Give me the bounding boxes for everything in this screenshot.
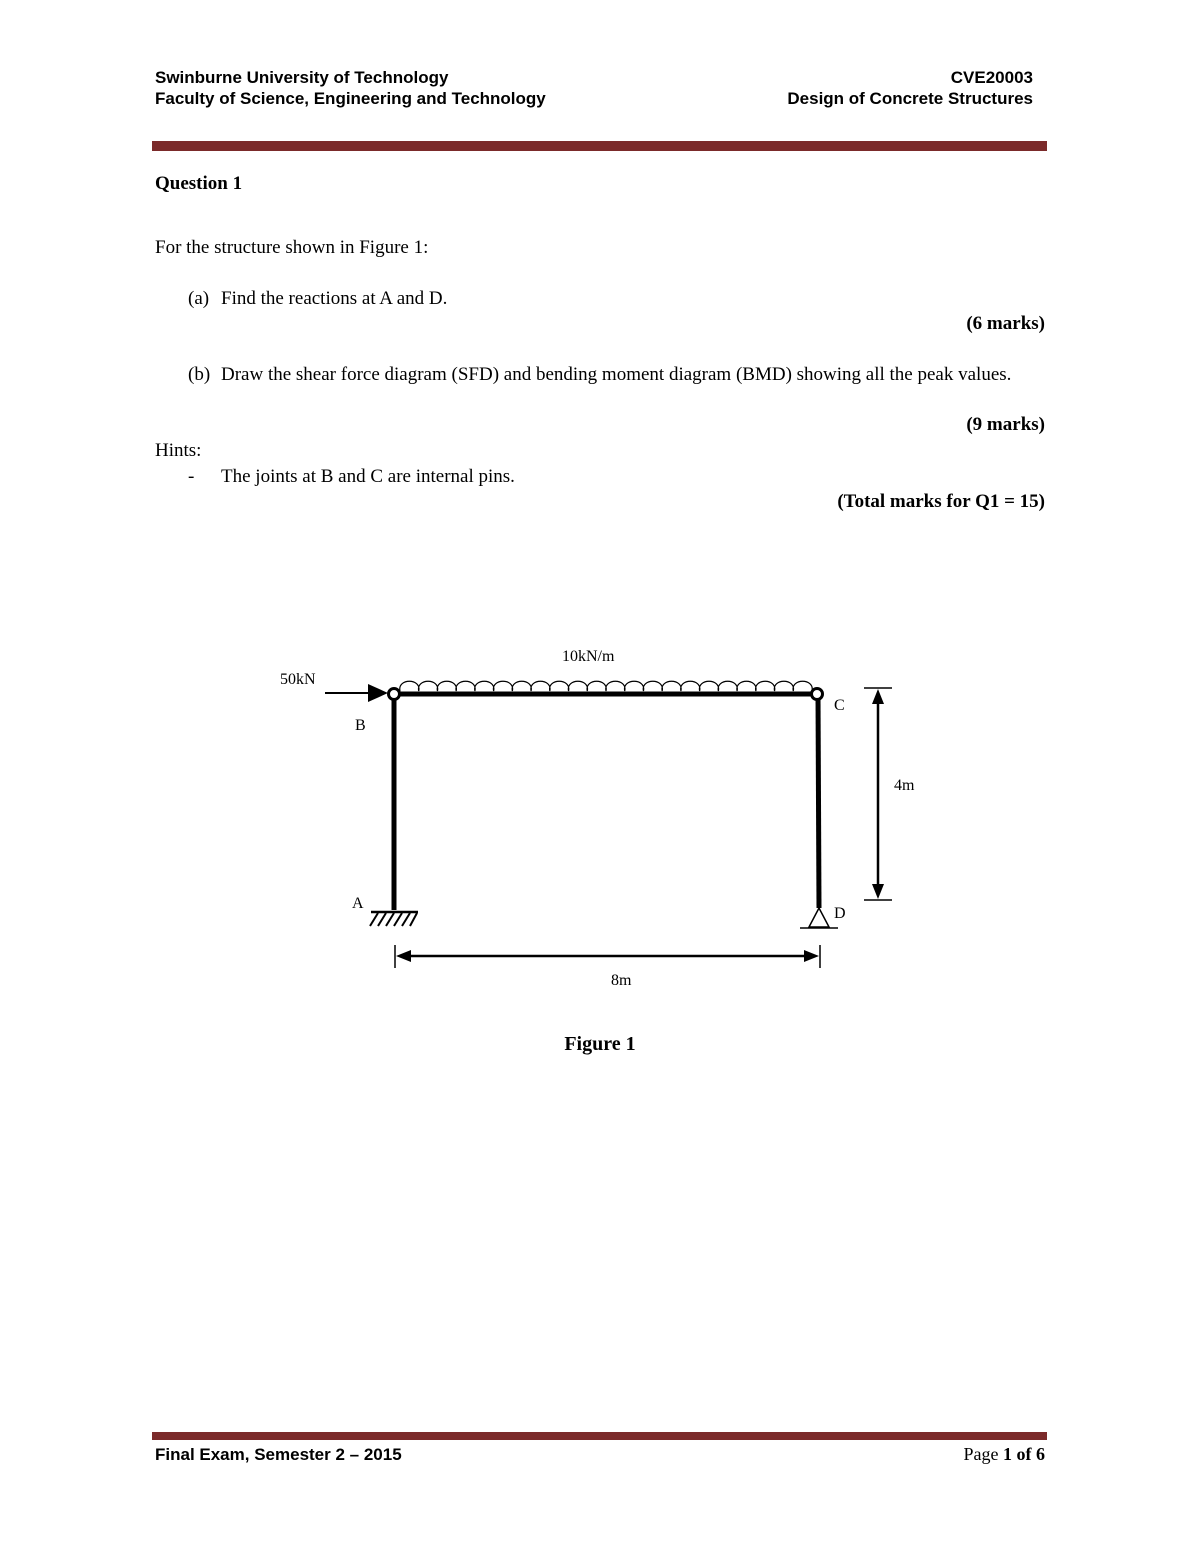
label-d: D xyxy=(834,905,846,922)
course-code: CVE20003 xyxy=(950,68,1033,87)
pin-c xyxy=(812,689,823,700)
label-a: A xyxy=(352,895,364,912)
part-b-letter: (b) xyxy=(188,364,211,385)
total-marks: (Total marks for Q1 = 15) xyxy=(837,491,1045,512)
page-of: of xyxy=(1016,1444,1032,1464)
point-load-label: 50kN xyxy=(280,671,316,688)
page-total: 6 xyxy=(1036,1444,1045,1464)
footer-exam: Final Exam, Semester 2 – 2015 xyxy=(155,1445,402,1464)
part-a-letter: (a) xyxy=(188,288,210,309)
udl-loops xyxy=(400,681,812,691)
footer-divider xyxy=(152,1432,1047,1440)
span-label: 8m xyxy=(611,972,632,989)
question-title: Question 1 xyxy=(155,173,243,194)
column-cd xyxy=(818,694,819,908)
figure-caption: Figure 1 xyxy=(564,1033,636,1055)
part-a-text: Find the reactions at A and D. xyxy=(221,288,448,309)
height-dimension xyxy=(864,688,892,900)
pin-support-d xyxy=(800,908,838,928)
hint-text: The joints at B and C are internal pins. xyxy=(221,466,515,487)
question-intro: For the structure shown in Figure 1: xyxy=(155,237,429,258)
fixed-support-a xyxy=(370,912,418,926)
point-load-arrow xyxy=(325,684,388,702)
page-current: 1 xyxy=(1003,1444,1012,1464)
udl-loop-path xyxy=(400,681,812,691)
page-number xyxy=(964,1444,1046,1465)
label-c: C xyxy=(834,697,845,714)
hints-label: Hints: xyxy=(155,440,202,461)
part-a-marks: (6 marks) xyxy=(966,313,1045,334)
label-b: B xyxy=(355,717,366,734)
university-name: Swinburne University of Technology xyxy=(155,68,449,87)
height-label: 4m xyxy=(894,777,915,794)
pin-b xyxy=(389,689,400,700)
page-word: Page xyxy=(963,1444,999,1464)
course-name: Design of Concrete Structures xyxy=(787,89,1033,108)
udl-label: 10kN/m xyxy=(562,648,615,665)
part-b-text: Draw the shear force diagram (SFD) and bending moment diagram (BMD) showing all the peak values. xyxy=(221,364,1012,385)
hint-bullet: - xyxy=(188,466,195,487)
part-b-marks: (9 marks) xyxy=(966,414,1045,435)
span-dimension xyxy=(395,945,820,968)
faculty-name: Faculty of Science, Engineering and Technology xyxy=(155,89,546,108)
